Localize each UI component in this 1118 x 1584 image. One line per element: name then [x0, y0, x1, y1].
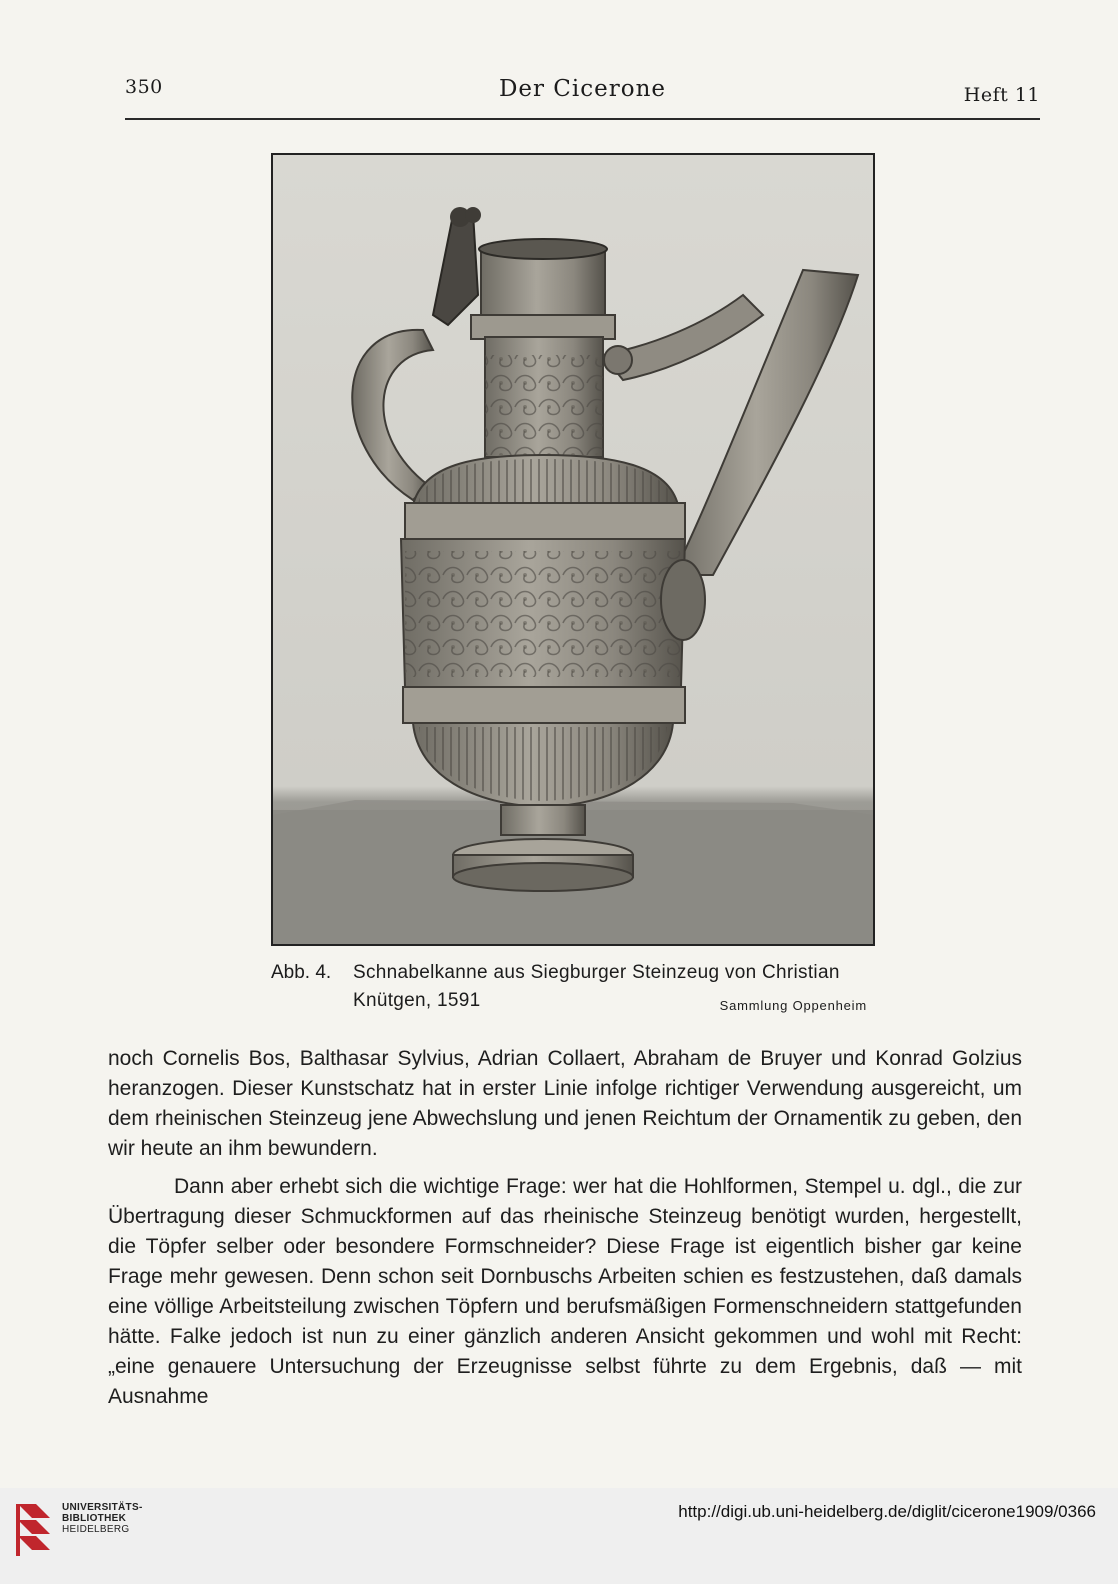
library-logo-icon — [14, 1502, 54, 1558]
library-line-1: UNIVERSITÄTS- — [62, 1502, 143, 1513]
journal-title: Der Cicerone — [498, 76, 667, 102]
source-url-link[interactable]: http://digi.ub.uni-heidelberg.de/diglit/cicerone1909/0366 — [678, 1502, 1096, 1521]
library-footer — [0, 1488, 1118, 1584]
running-header — [125, 74, 1040, 120]
caption-line-2: Knütgen, 1591 — [353, 990, 481, 1011]
body-text — [108, 1044, 1022, 1420]
library-line-2: BIBLIOTHEK — [62, 1513, 127, 1524]
caption-credit: Sammlung Oppenheim — [719, 998, 867, 1013]
library-line-3: HEIDELBERG — [62, 1524, 130, 1535]
library-name — [62, 1502, 143, 1535]
issue-number: Heft 11 — [963, 84, 1040, 106]
figure-label: Abb. 4. — [271, 962, 332, 983]
paragraph-2: Dann aber erhebt sich die wichtige Frage: wer hat die Hohlformen, Stempel u. dgl., die zur Übertragung dieser Schmuckformen auf das rheinische Steinzeug benötigt wurden, hergestellt, die Töpfer selber oder besondere Formschneider? Diese Frage ist eigentlich bisher gar keine Frage mehr gewesen. Denn schon seit Dornbuschs Arbeiten schien es festzustehen, daß damals eine völlige Arbeitsteilung zwischen Töpfern und berufsmäßigen Formenschneidern stattgefunden hätte. Falke jedoch ist nun zu einer gänzlich anderen Ansicht gekommen und wohl mit Recht: „eine genauere Untersuchung der Erzeugnisse selbst führte zu dem Ergebnis, daß — mit Ausnahme — [108, 1175, 1022, 1408]
paragraph-1: noch Cornelis Bos, Balthasar Sylvius, Adrian Collaert, Abraham de Bruyer und Konrad Golzius heranzogen. Dieser Kunstschatz hat in erster Linie infolge richtiger Verwendung ausgereicht, um dem rheinischen Steinzeug jene Abwechslung und jenen Reichtum der Ornamentik zu geben, den wir heute an ihm bewundern. — [108, 1047, 1022, 1160]
page-number: 350 — [125, 76, 163, 98]
jug-illustration — [273, 155, 873, 944]
figure-photo — [271, 153, 875, 946]
caption-line-1: Schnabelkanne aus Siegburger Steinzeug von Christian — [353, 962, 840, 983]
